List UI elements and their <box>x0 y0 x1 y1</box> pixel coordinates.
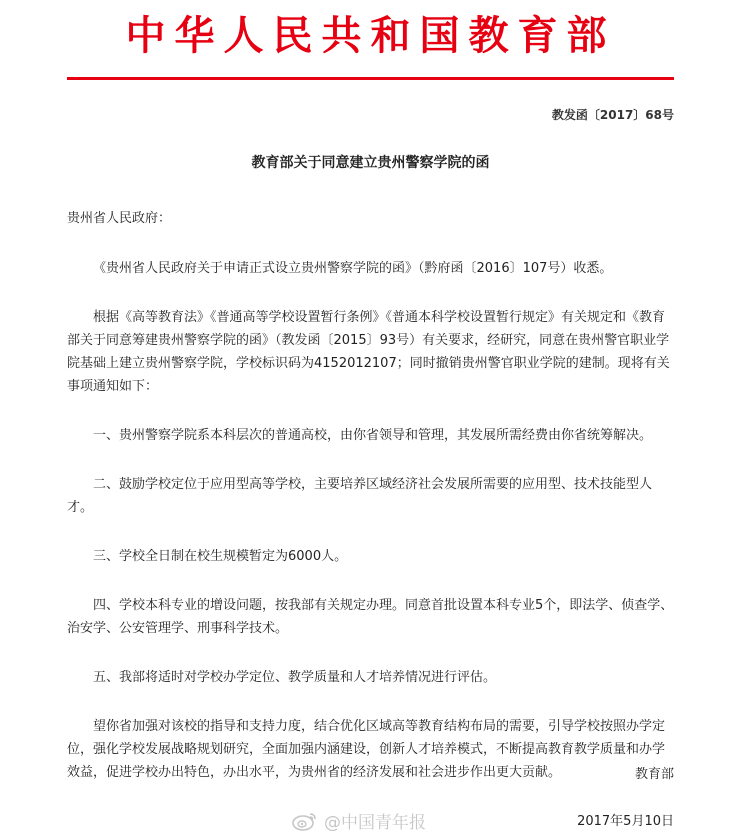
letterhead-title: 中华人民共和国教育部 <box>125 12 616 59</box>
watermark <box>292 808 426 833</box>
paragraph: 三、学校全日制在校生规模暂定为6000人。 <box>93 549 348 564</box>
weibo-icon <box>292 811 318 831</box>
paragraph: 四、学校本科专业的增设问题，按我部有关规定办理。同意首批设置本科专业5个，即法学、侦查学、治安学、公安管理学、刑事科学技术。 <box>67 598 674 636</box>
signature: 教育部 <box>634 767 674 782</box>
paragraph: 望你省加强对该校的指导和支持力度，结合优化区域高等教育结构布局的需要，引导学校按照办学定位，强化学校发展战略规划研究，全面加强内涵建设，创新人才培养模式，不断提高教育教学质量和办学效益，促进学校办出特色，办出水平，为贵州省的经济发展和社会进步作出更大贡献。 <box>67 719 666 780</box>
issue-date: 2017年5月10日 <box>577 814 674 829</box>
paragraph: 二、鼓励学校定位于应用型高等学校，主要培养区域经济社会发展所需要的应用型、技术技能型人才。 <box>67 477 653 515</box>
document-body <box>67 207 677 810</box>
watermark-text: @中国青年报 <box>324 813 426 833</box>
paragraph: 五、我部将适时对学校办学定位、教学质量和人才培养情况进行评估。 <box>93 670 497 685</box>
paragraph: 《贵州省人民政府关于申请正式设立贵州警察学院的函》（黔府函〔2016〕107号）收悉。 <box>93 261 613 276</box>
document-title: 教育部关于同意建立贵州警察学院的函 <box>251 155 490 171</box>
letterhead-red-rule <box>67 77 674 80</box>
document-number: 教发函〔2017〕68号 <box>551 108 674 122</box>
paragraph: 根据《高等教育法》《普通高等学校设置暂行条例》《普通本科学校设置暂行规定》有关规定和《教育部关于同意筹建贵州警察学院的函》（教发函〔2015〕93号）有关要求，经研究，同意在贵州警官职业学院基础上建立贵州警察学院，学校标识码为4152012107；同时撤销贵州警官职业学院的建制。现将有关事项通知如下： <box>67 310 670 394</box>
paragraph: 一、贵州警察学院系本科层次的普通高校，由你省领导和管理，其发展所需经费由你省统筹解决。 <box>93 428 653 443</box>
addressee: 贵州省人民政府： <box>67 211 172 226</box>
